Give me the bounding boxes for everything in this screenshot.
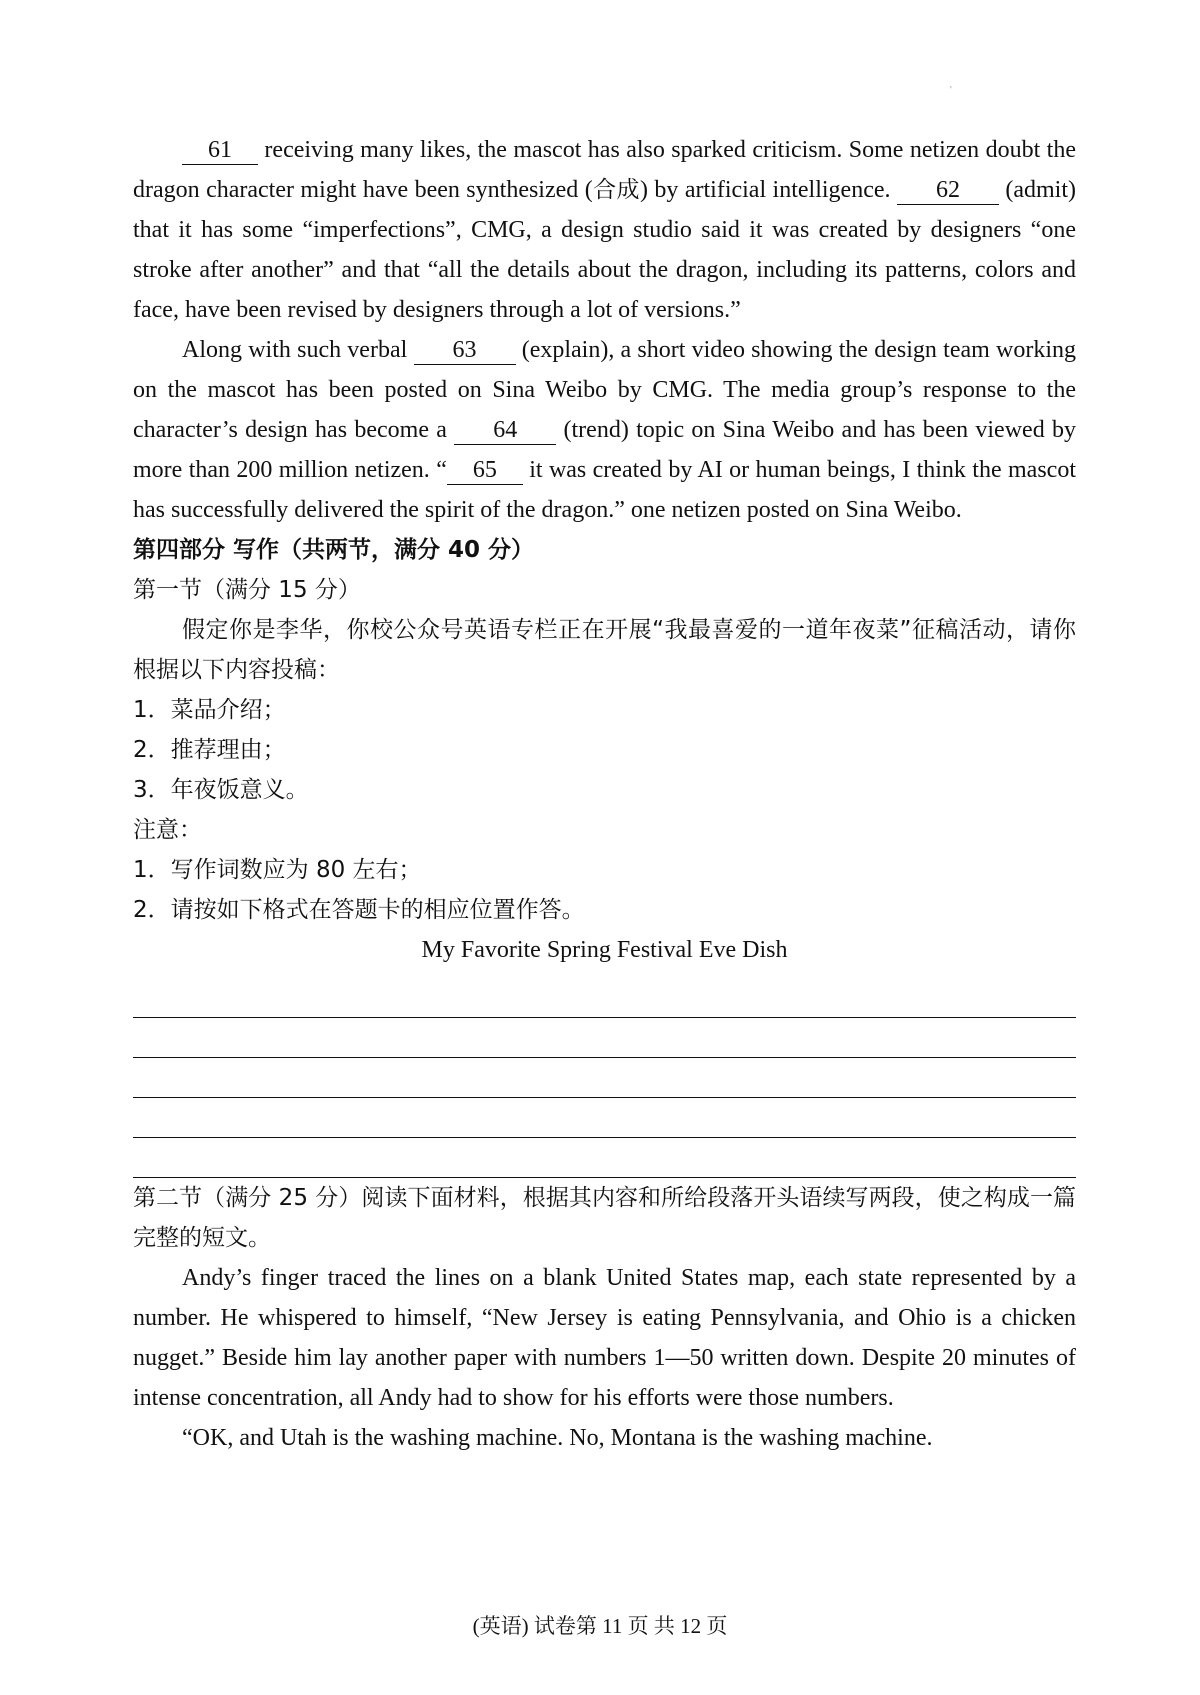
answer-lines xyxy=(133,978,1076,1178)
blank-64: 64 xyxy=(454,416,556,445)
list-item: 1．菜品介绍； xyxy=(133,697,286,723)
part2-intro: 第二节（满分 25 分）阅读下面材料，根据其内容和所给段落开头语续写两段，使之构成一篇完整的短文。 xyxy=(133,1185,1076,1251)
note-label: 注意： xyxy=(133,817,202,843)
part1-title: 第一节（满分 15 分） xyxy=(133,577,361,603)
essay-title: My Favorite Spring Festival Eve Dish xyxy=(421,937,788,963)
paragraph-63-65 xyxy=(133,330,1076,530)
scan-mark: ' xyxy=(950,85,952,96)
paragraph-61-62 xyxy=(133,130,1076,330)
answer-line xyxy=(133,1058,1076,1098)
answer-line xyxy=(133,1138,1076,1178)
blank-63: 63 xyxy=(414,336,516,365)
note-item: 2．请按如下格式在答题卡的相应位置作答。 xyxy=(133,897,585,923)
story-paragraph: “OK, and Utah is the washing machine. No, Montana is the washing machine. xyxy=(182,1425,933,1451)
page-footer: (英语) 试卷第 11 页 共 12 页 xyxy=(472,1614,728,1638)
note-item: 1．写作词数应为 80 左右； xyxy=(133,857,422,883)
page-content xyxy=(133,130,1076,1458)
list-item: 3．年夜饭意义。 xyxy=(133,777,309,803)
story-paragraph: Andy’s finger traced the lines on a blank United States map, each state represented by a number. He whispered to himself, “New Jersey is eating Pennsylvania, and Ohio is a chicken nugget.” Beside him lay another paper with numbers 1—50 written down. Despite 20 minutes of intense concentration, all Andy had to show for his efforts were those numbers. xyxy=(133,1265,1076,1411)
blank-62: 62 xyxy=(897,176,999,205)
part1-prompt: 假定你是李华，你校公众号英语专栏正在开展“我最喜爱的一道年夜菜”征稿活动，请你根据以下内容投稿： xyxy=(133,617,1076,683)
para1-chinese-gloss: 合成 xyxy=(592,177,640,203)
blank-61: 61 xyxy=(182,136,258,165)
section-heading: 第四部分 写作（共两节，满分 40 分） xyxy=(133,537,535,563)
para1-text-c: (admit) that it has some “imperfections”, CMG, a design studio said it was created by designers “one stroke after another” and that “all the details about the dragon, including its patterns, colors and face, have been revised by designers through a lot of versions.” xyxy=(133,177,1077,323)
para2-text-a: Along with such verbal xyxy=(182,337,414,363)
blank-65: 65 xyxy=(447,456,523,485)
para2-text-b: (explain), a short video showing the design team working on the mascot has been posted on Sina Weibo by CMG. The media group’s response to the character’s design has become a xyxy=(133,337,1076,443)
list-item: 2．推荐理由； xyxy=(133,737,286,763)
answer-line xyxy=(133,978,1076,1018)
para1-text-a: receiving many likes, the mascot has also sparked criticism. Some netizen doubt the dragon character might have been synthesized ( xyxy=(133,137,1076,203)
para1-text-b: ) by artificial intelligence. xyxy=(640,177,897,203)
answer-line xyxy=(133,1018,1076,1058)
para2-text-c: (trend) topic on Sina Weibo and has been viewed by more than 200 million netizen. “ xyxy=(133,417,1076,483)
para2-text-d: it was created by AI or human beings, I think the mascot has successfully delivered the spirit of the dragon.” one netizen posted on Sina Weibo. xyxy=(133,457,1076,523)
answer-line xyxy=(133,1098,1076,1138)
